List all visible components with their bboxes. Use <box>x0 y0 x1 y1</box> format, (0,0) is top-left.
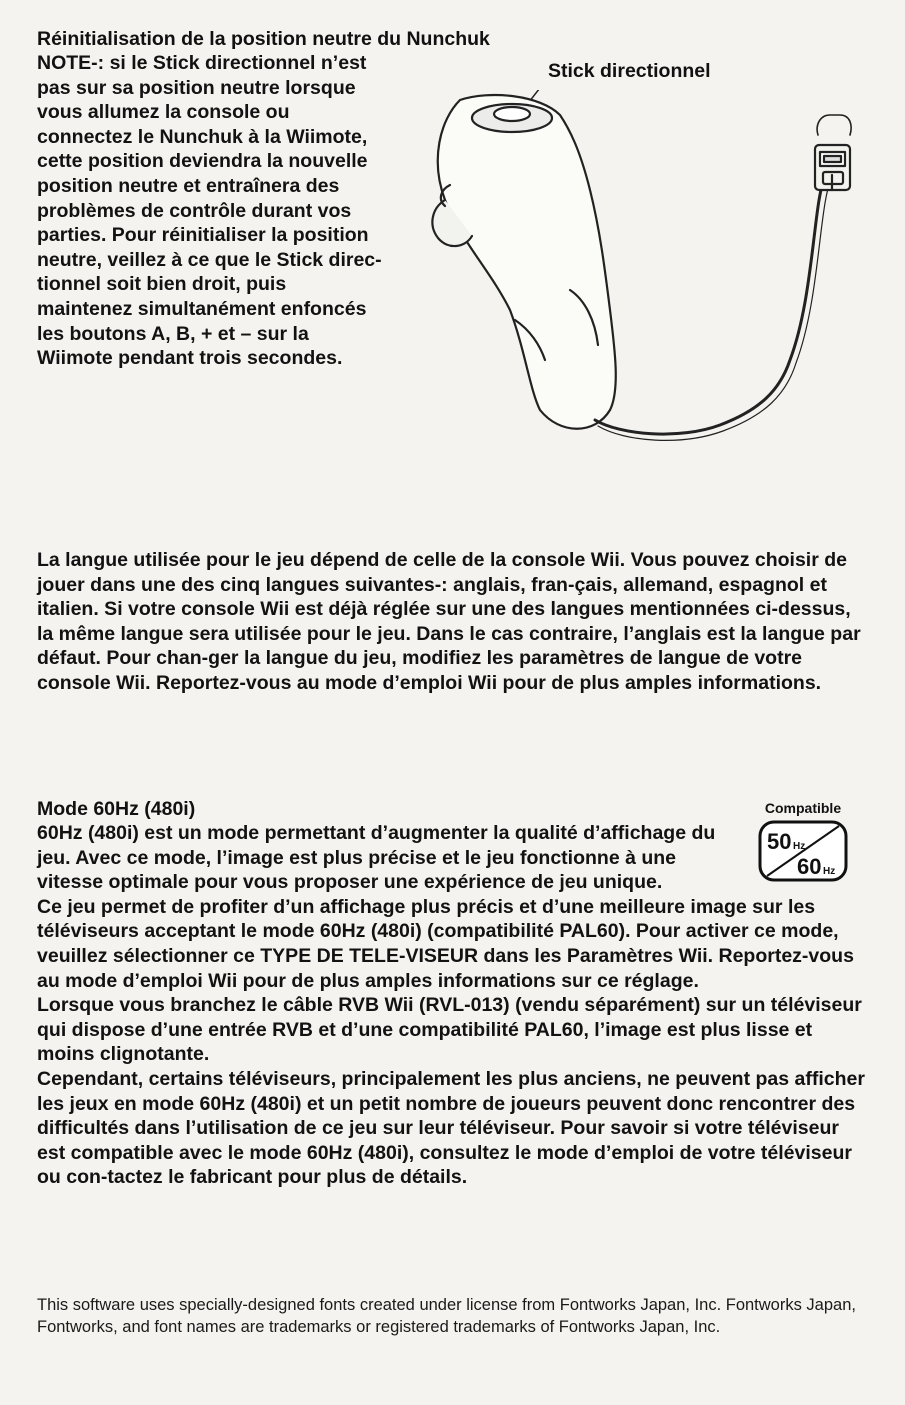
nunchuk-note <box>37 51 382 371</box>
note-text: si le Stick directionnel n’est pas sur sa position neutre lorsque vous allumez la console ou connectez le Nunchuk à la Wiimote, cette position deviendra la nouvelle position neutre et entraînera des problèmes de contrôle durant vos parties. Pour réinitialiser la position neutre, veillez à ce que le Stick direc-tionnel soit bien droit, puis maintenez simultanément enfoncés les boutons A, B, + et – sur la Wiimote pendant trois secondes. <box>37 52 382 370</box>
figure-label-stick: Stick directionnel <box>548 60 711 82</box>
hz-logo-icon <box>757 800 849 884</box>
mode60-para2: Ce jeu permet de profiter d’un affichage plus précis et d’une meilleure image sur les téléviseurs acceptant le mode 60Hz (480i) (compatibilité PAL60). Pour activer ce mode, veuillez sélectionner ce TYPE DE TELE-VISEUR dans les Paramètres Wii. Reportez-vous au mode d’emploi Wii pour de plus amples informations sur ce réglage. <box>37 895 854 992</box>
hz60-value: 60 <box>797 854 822 879</box>
mode60-para4: Cependant, certains téléviseurs, principalement les plus anciens, ne peuvent pas afficher les jeux en mode 60Hz (480i) et un petit nombre de joueurs peuvent donc rencontrer des difficultés dans l’utilisation de ce jeu sur leur téléviseur. Pour savoir si votre téléviseur est compatible avec le mode 60Hz (480i), consultez le mode d’emploi de votre téléviseur ou con-tactez le fabricant pour plus de détails. <box>37 1067 865 1189</box>
mode60-intro: 60Hz (480i) est un mode permettant d’augmenter la qualité d’affichage du jeu. Avec ce mode, l’image est plus précise et le jeu fonctionne à une vitesse optimale pour vous proposer une expérience de jeu unique. <box>37 822 716 894</box>
compatible-badge <box>757 800 849 884</box>
hz60-unit: Hz <box>823 866 836 877</box>
nunchuk-illustration <box>420 90 870 530</box>
compatible-label: Compatible <box>764 800 842 816</box>
nunchuk-section-title: Réinitialisation de la position neutre du Nunchuk <box>37 28 490 50</box>
note-label: NOTE-: <box>37 52 105 74</box>
hz50-unit: Hz <box>793 841 806 852</box>
mode60-para3: Lorsque vous branchez le câble RVB Wii (RVL-013) (vendu séparément) sur un téléviseur qui dispose d’une entrée RVB et d’une compatibilité PAL60, l’image est plus lisse et moins clignotante. <box>37 994 862 1066</box>
language-text: La langue utilisée pour le jeu dépend de celle de la console Wii. Vous pouvez choisir de jouer dans une des cinq langues suivantes-: anglais, fran-çais, allemand, espagnol et italien. Si votre console Wii est déjà réglée sur une des langues mentionnées ci-dessus, la même langue sera utilisée pour le jeu. Dans le cas contraire, l’anglais est la langue par défaut. Pour chan-ger la langue du jeu, modifiez les paramètres de langue de votre console Wii. Reportez-vous au mode d’emploi Wii pour de plus amples informations. <box>37 549 861 694</box>
hz50-value: 50 <box>767 829 792 854</box>
mode60-section <box>37 797 869 1190</box>
language-section <box>37 548 869 696</box>
footer-trademark-notice: This software uses specially-designed fonts created under license from Fontworks Japan, Inc. Fontworks Japan, Fontworks, and font names are trademarks or registered trademarks of Fontworks Japan, Inc. <box>37 1296 856 1336</box>
mode60-section-title: Mode 60Hz (480i) <box>37 798 196 820</box>
